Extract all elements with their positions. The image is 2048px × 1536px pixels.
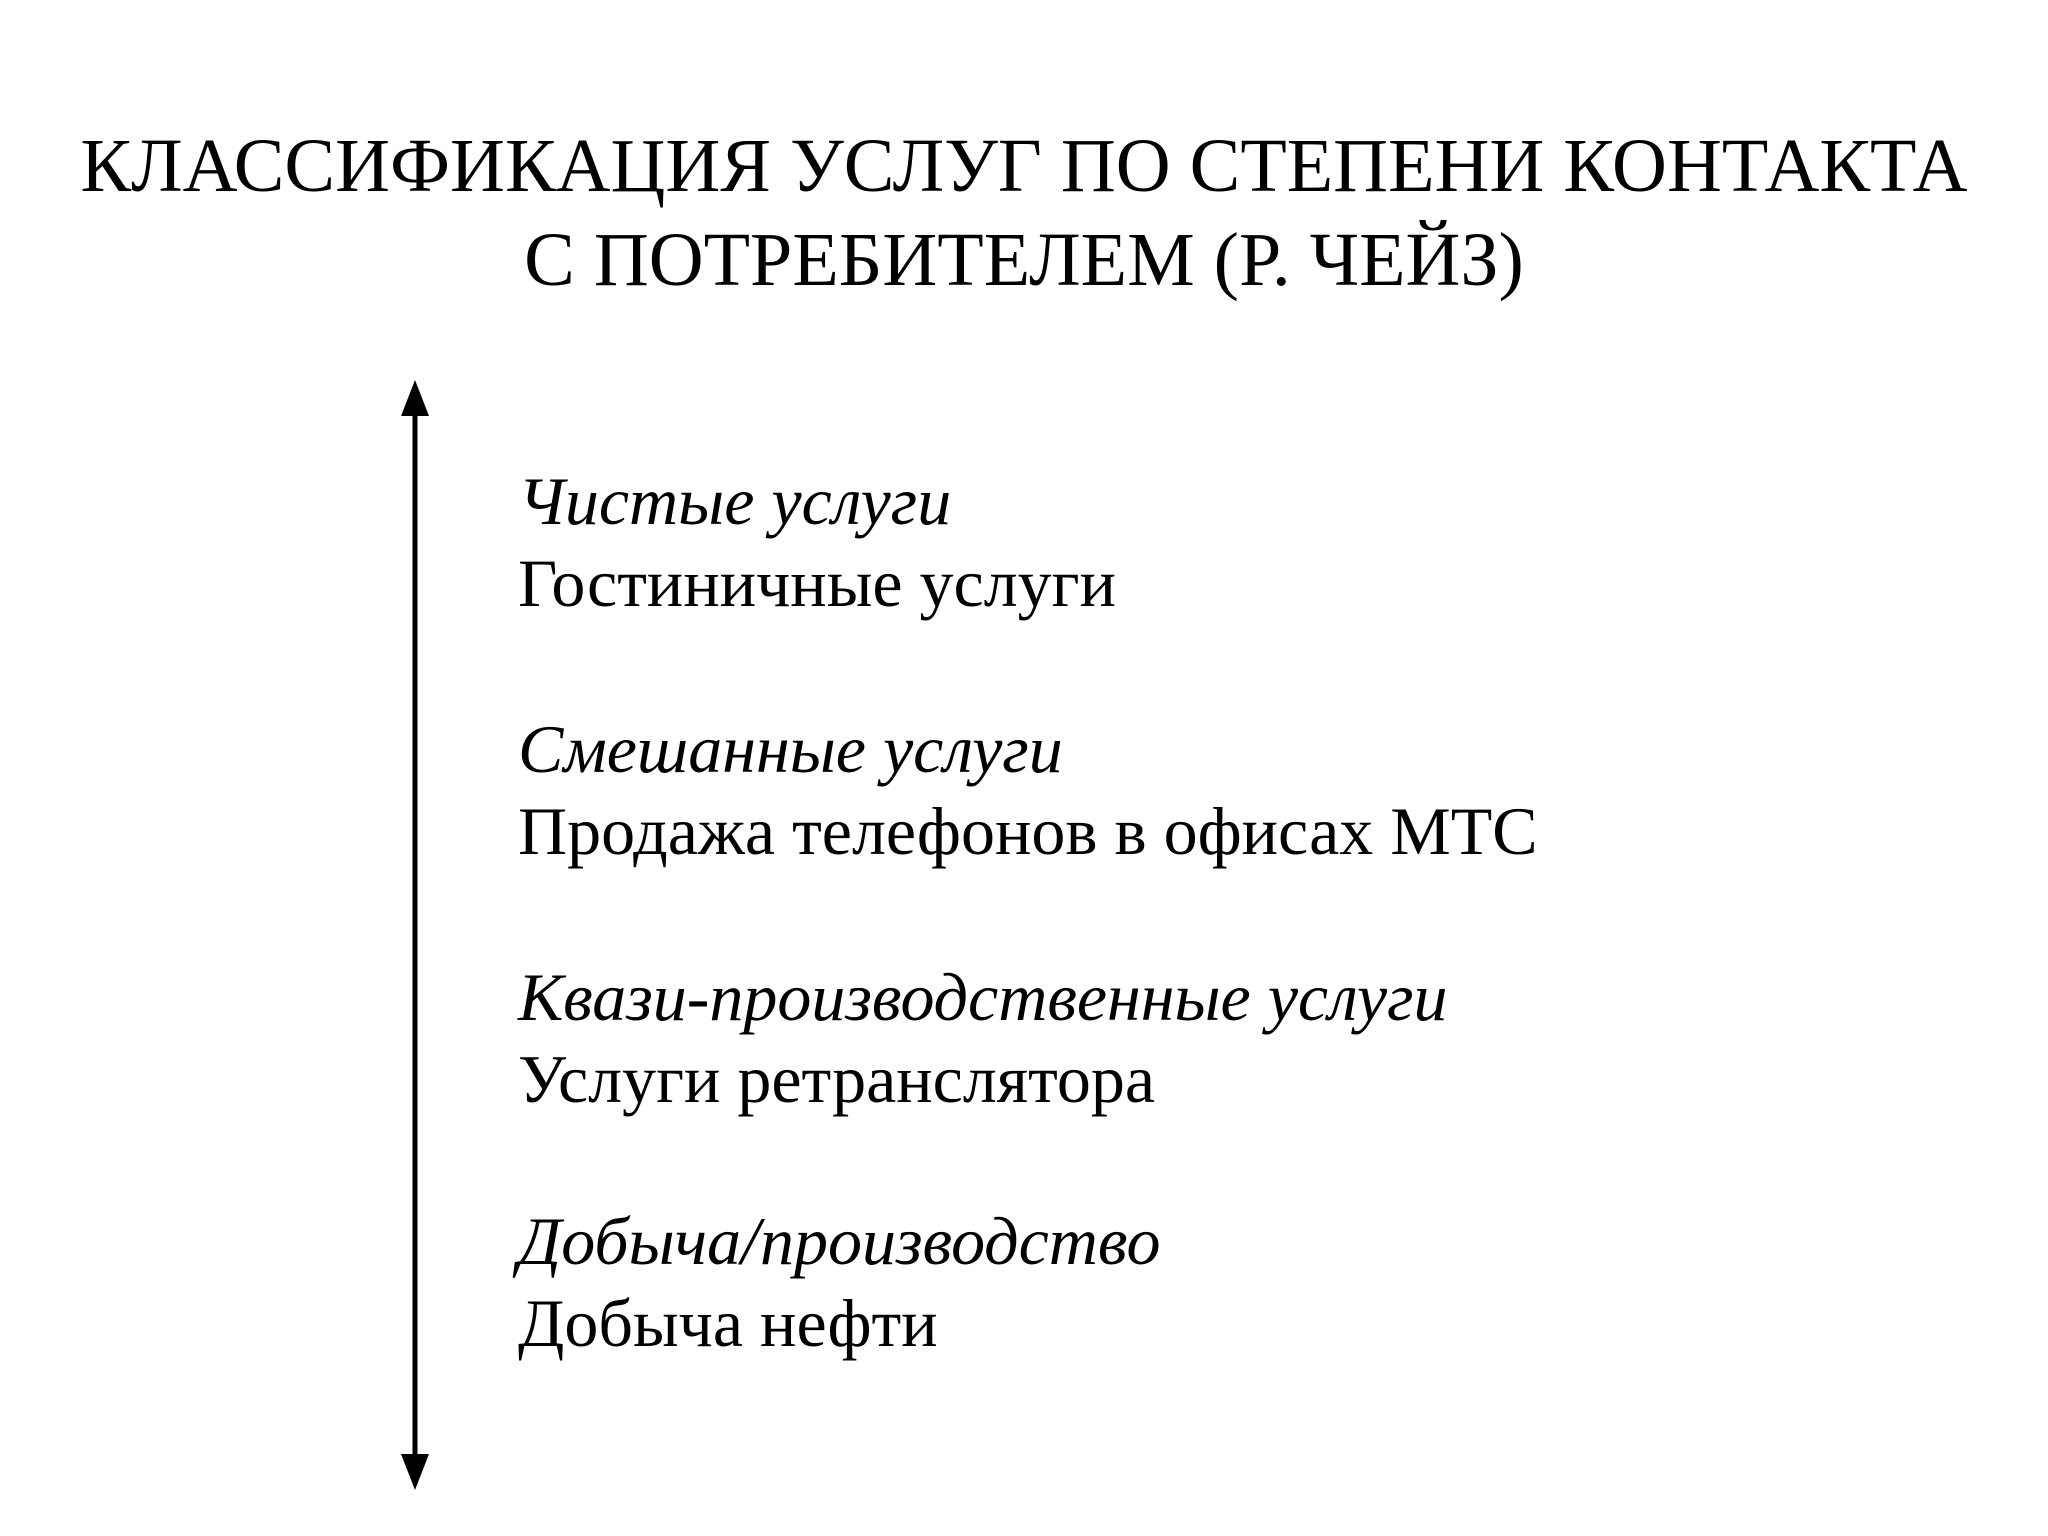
list-item [518, 956, 1448, 1120]
category-label: Добыча/производство [518, 1203, 1161, 1279]
example-label: Гостиничные услуги [518, 545, 1116, 621]
title-line-2: С ПОТРЕБИТЕЛЕМ (Р. ЧЕЙЗ) [524, 217, 1524, 302]
list-item [518, 708, 1538, 872]
example-label: Добыча нефти [518, 1285, 938, 1361]
category-label: Квази-производственные услуги [518, 959, 1448, 1035]
category-label: Чистые услуги [518, 463, 952, 539]
list-item [518, 1200, 1161, 1364]
category-label: Смешанные услуги [518, 711, 1063, 787]
example-label: Услуги ретранслятора [518, 1041, 1156, 1117]
example-label: Продажа телефонов в офисах МТС [518, 793, 1538, 869]
list-item [518, 460, 1116, 624]
title-line-1: КЛАССИФИКАЦИЯ УСЛУГ ПО СТЕПЕНИ КОНТАКТА [80, 123, 1968, 208]
